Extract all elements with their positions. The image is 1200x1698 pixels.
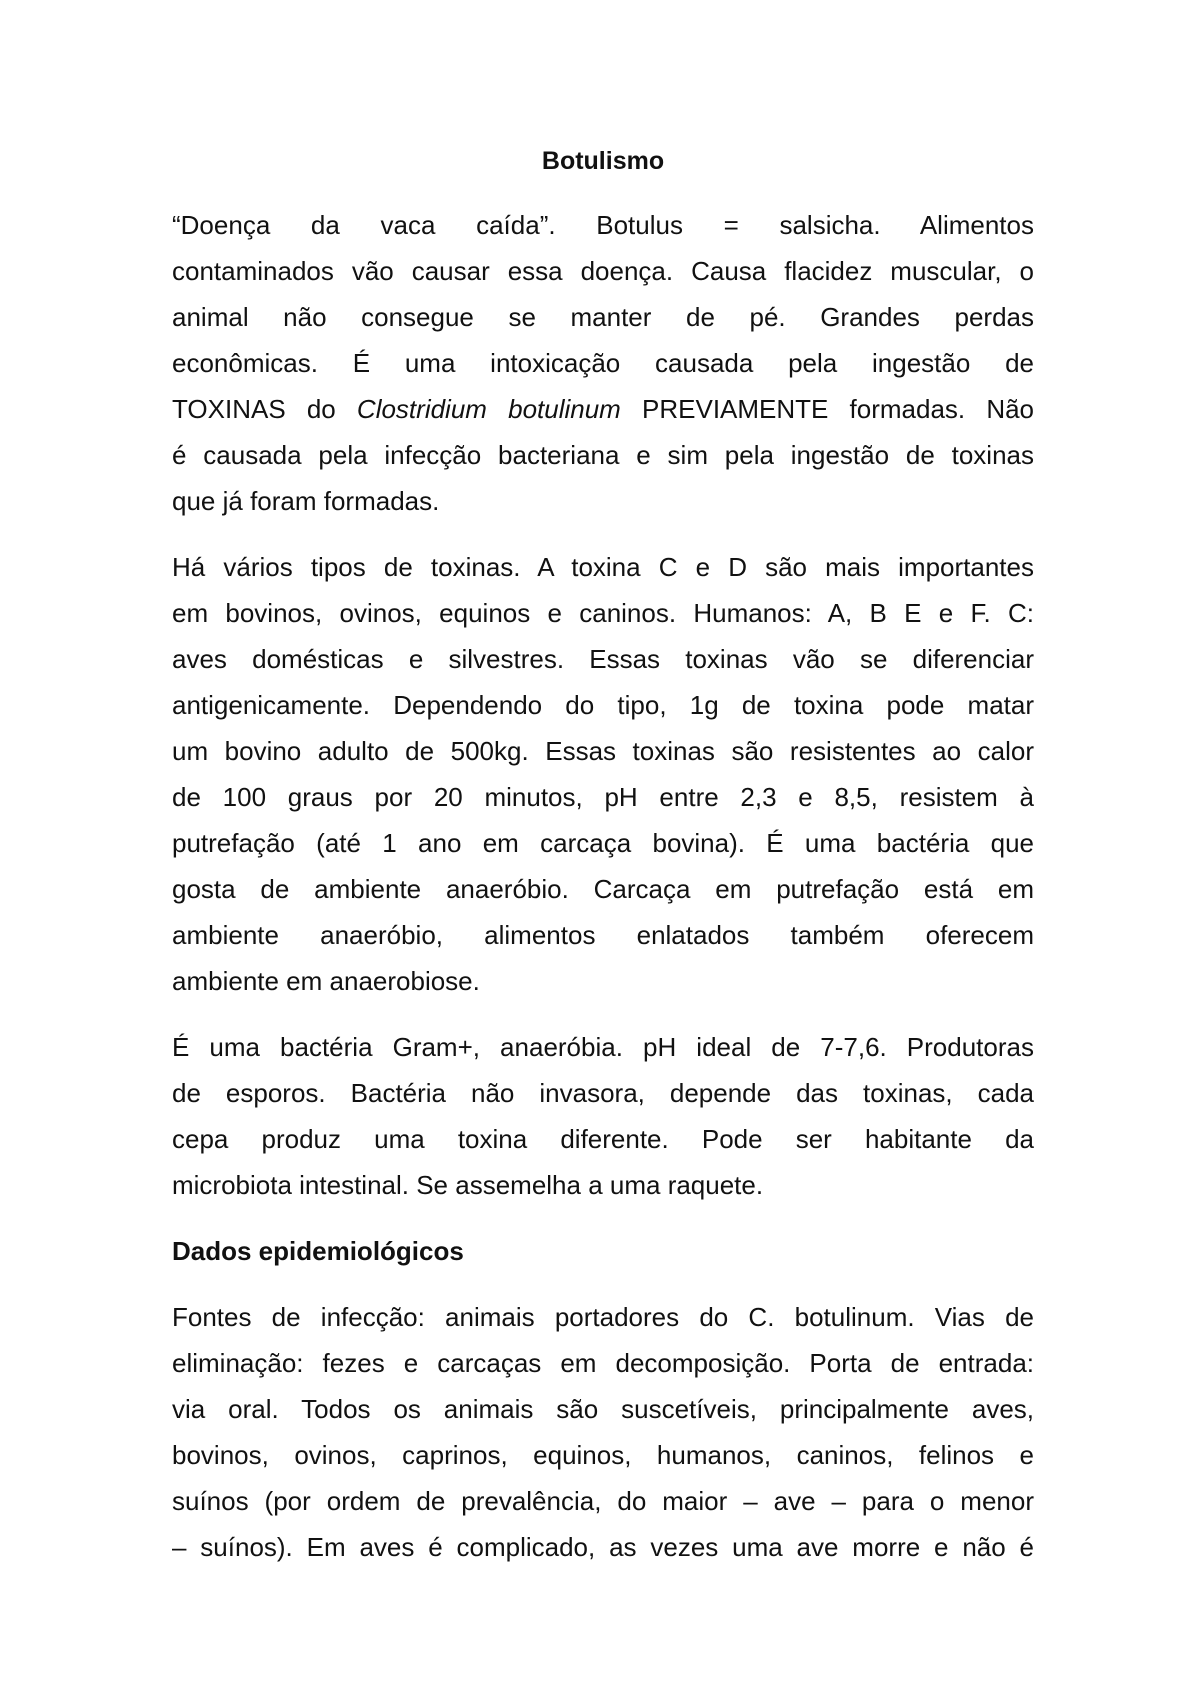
text-line: de esporos. Bactéria não invasora, depende das toxinas, cada: [172, 1078, 1034, 1108]
text-line: de 100 graus por 20 minutos, pH entre 2,3 e 8,5, resistem à: [172, 782, 1034, 812]
text-line: – suínos). Em aves é complicado, as vezes uma ave morre e não é: [172, 1532, 1034, 1562]
text-line: cepa produz uma toxina diferente. Pode ser habitante da: [172, 1124, 1034, 1154]
text-line: suínos (por ordem de prevalência, do maior – ave – para o menor: [172, 1486, 1034, 1516]
text-line: aves domésticas e silvestres. Essas toxinas vão se diferenciar: [172, 644, 1034, 674]
text-line: ambiente em anaerobiose.: [172, 966, 480, 996]
paragraph-intro: [172, 202, 1034, 524]
text-line: eliminação: fezes e carcaças em decomposição. Porta de entrada:: [172, 1348, 1034, 1378]
species-name-italic: Clostridium botulinum: [356, 394, 621, 424]
text-segment: PREVIAMENTE formadas. Não: [620, 394, 1035, 424]
text-line: econômicas. É uma intoxicação causada pela ingestão de: [172, 348, 1034, 378]
text-line: É uma bactéria Gram+, anaeróbia. pH ideal de 7-7,6. Produtoras: [172, 1032, 1034, 1062]
text-line: em bovinos, ovinos, equinos e caninos. Humanos: A, B E e F. C:: [172, 598, 1034, 628]
paragraph-epidemiology: [172, 1294, 1034, 1570]
text-line: antigenicamente. Dependendo do tipo, 1g de toxina pode matar: [172, 690, 1034, 720]
text-line: Há vários tipos de toxinas. A toxina C e D são mais importantes: [172, 552, 1034, 582]
text-line-with-italic: [172, 386, 1034, 432]
text-line: ambiente anaeróbio, alimentos enlatados também oferecem: [172, 920, 1034, 950]
document-title: Botulismo: [541, 147, 665, 175]
text-segment: TOXINAS do: [172, 394, 357, 424]
text-line: contaminados vão causar essa doença. Causa flacidez muscular, o: [172, 256, 1034, 286]
paragraph-toxins: [172, 544, 1034, 1004]
text-line: bovinos, ovinos, caprinos, equinos, humanos, caninos, felinos e: [172, 1440, 1034, 1470]
text-line: um bovino adulto de 500kg. Essas toxinas são resistentes ao calor: [172, 736, 1034, 766]
text-line: é causada pela infecção bacteriana e sim pela ingestão de toxinas: [172, 440, 1034, 470]
text-line: animal não consegue se manter de pé. Grandes perdas: [172, 302, 1034, 332]
text-line: gosta de ambiente anaeróbio. Carcaça em putrefação está em: [172, 874, 1034, 904]
document-body: [172, 138, 1034, 1590]
paragraph-bacteria: [172, 1024, 1034, 1208]
section-heading: Dados epidemiológicos: [172, 1236, 464, 1266]
text-line: Fontes de infecção: animais portadores do C. botulinum. Vias de: [172, 1302, 1034, 1332]
text-line: via oral. Todos os animais são suscetíveis, principalmente aves,: [172, 1394, 1034, 1424]
text-line: putrefação (até 1 ano em carcaça bovina). É uma bactéria que: [172, 828, 1034, 858]
text-line: que já foram formadas.: [172, 486, 440, 516]
text-line: “Doença da vaca caída”. Botulus = salsicha. Alimentos: [172, 210, 1034, 240]
text-line: microbiota intestinal. Se assemelha a uma raquete.: [172, 1170, 764, 1200]
